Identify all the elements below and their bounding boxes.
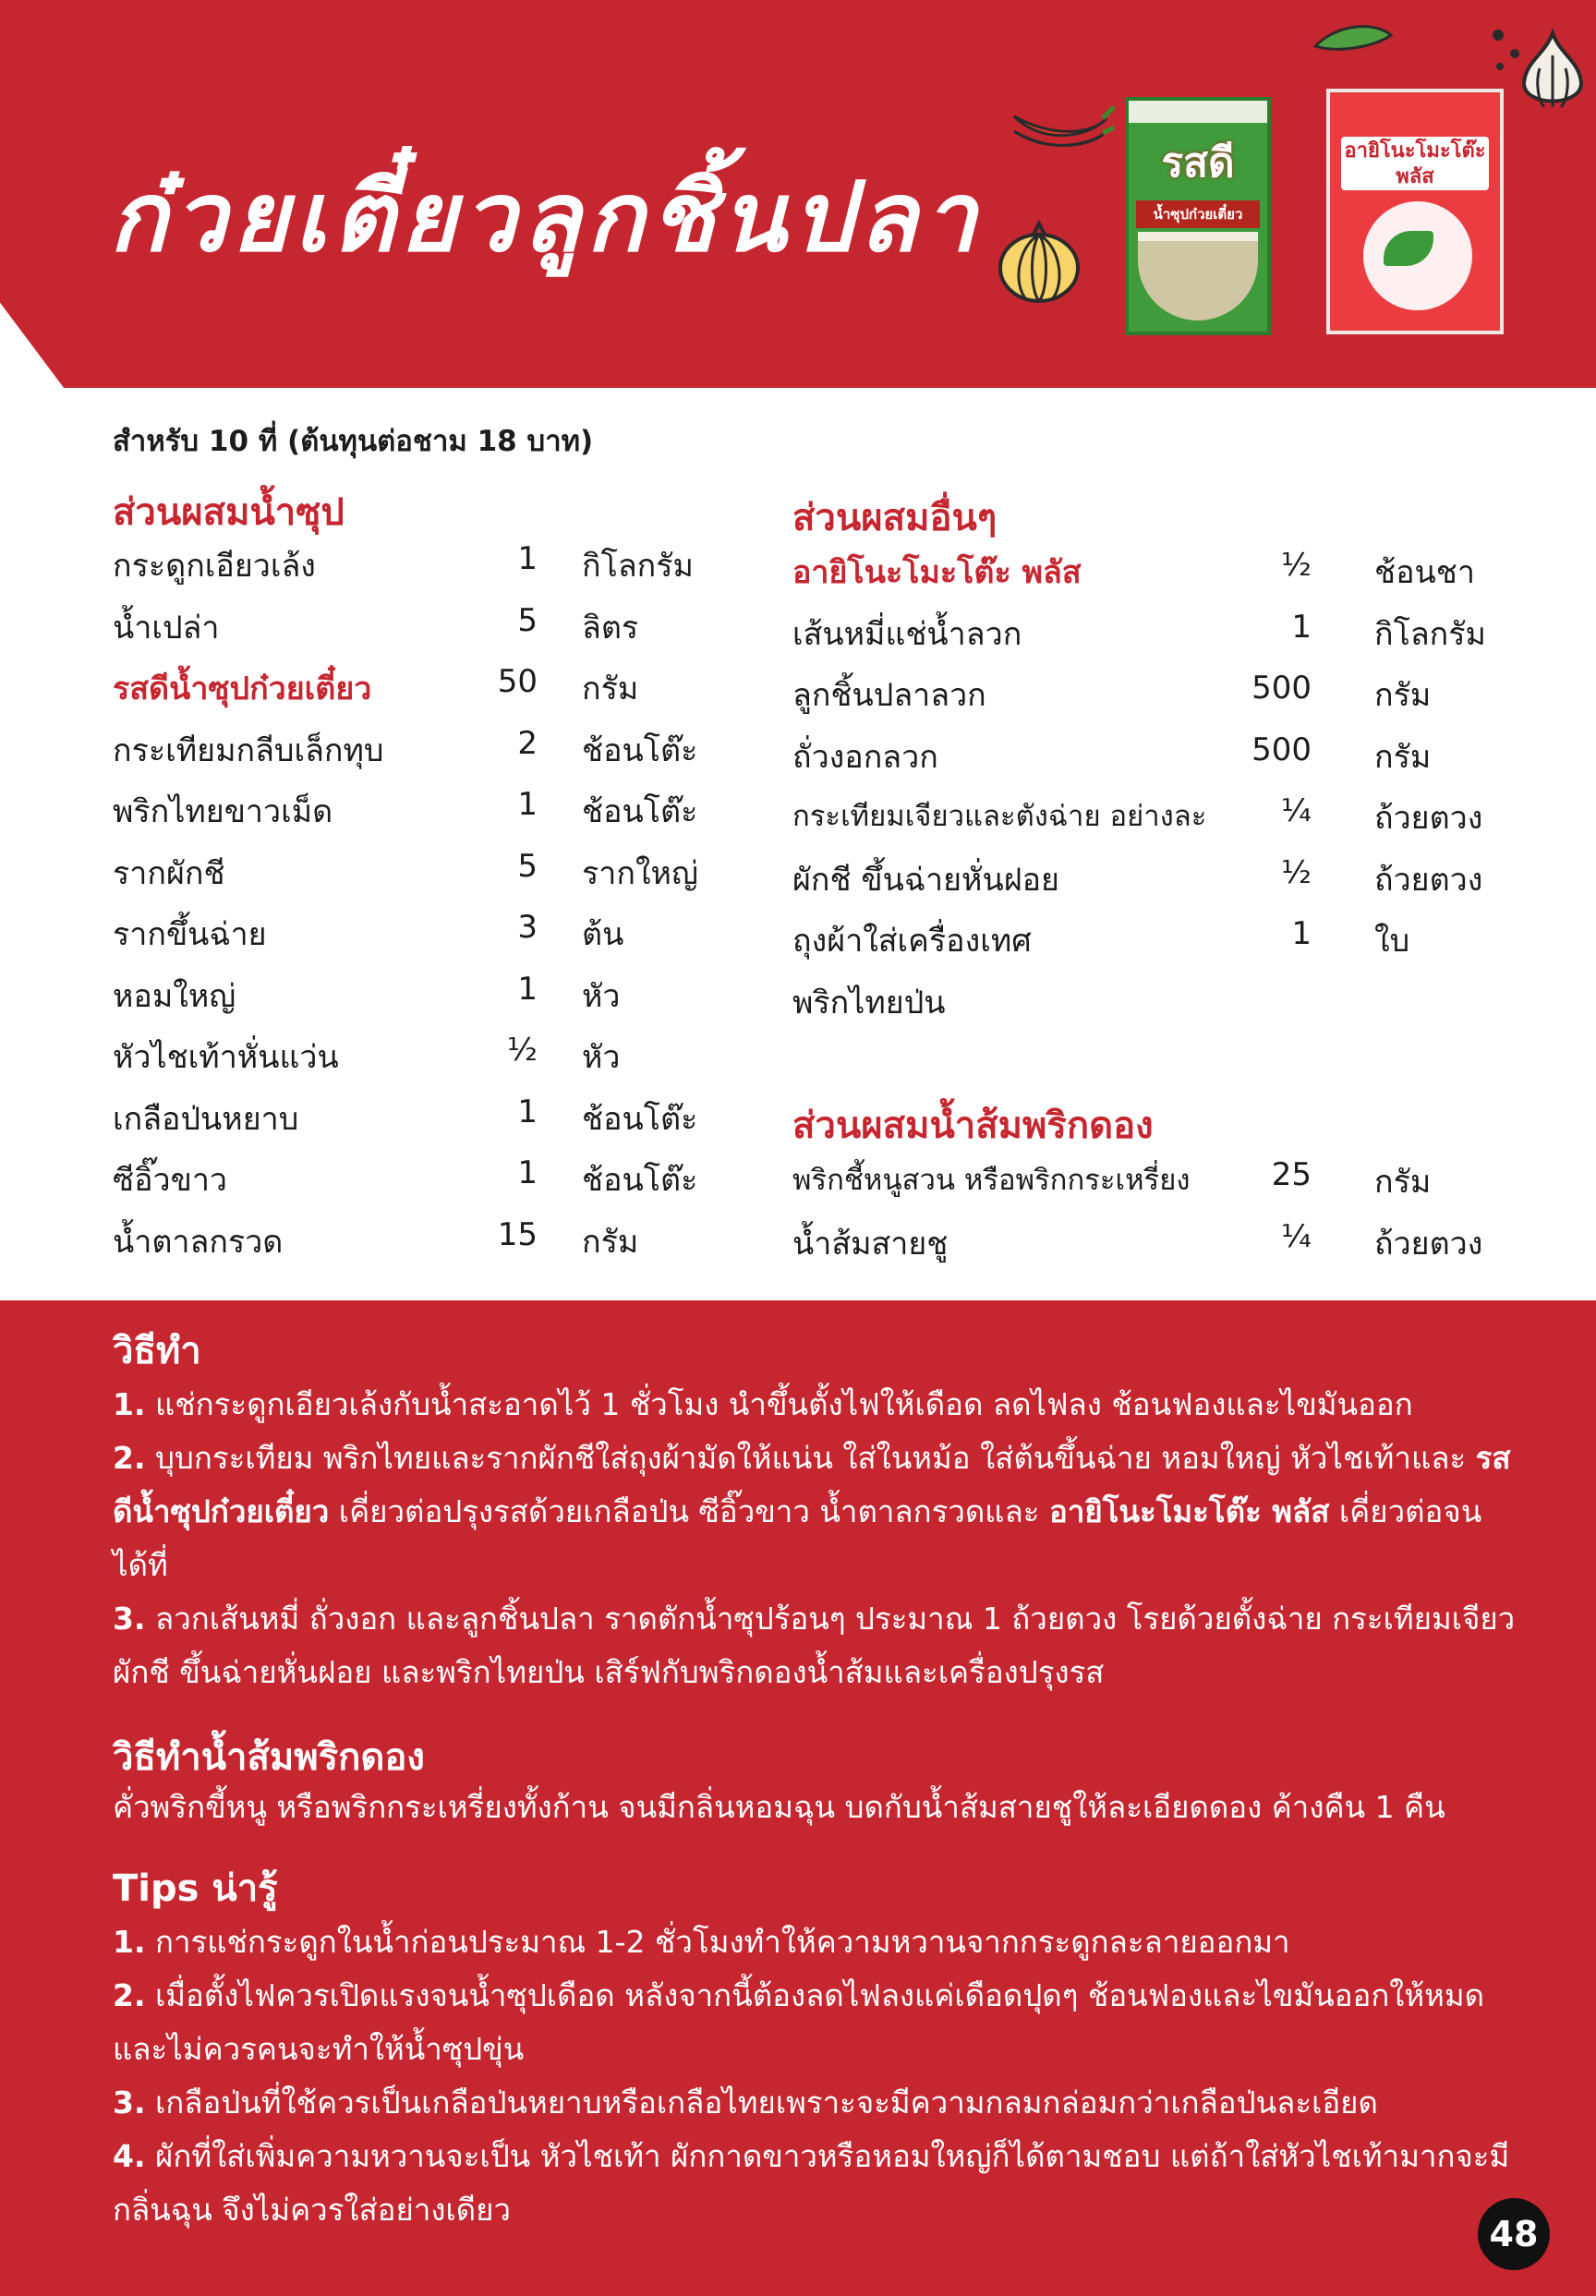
ingredient-qty: 50: [497, 663, 538, 700]
page-number: 48: [1478, 2198, 1550, 2270]
method-steps: [113, 1378, 1517, 1699]
tip-text: เกลือป่นที่ใช้ควรเป็นเกลือป่นหยาบหรือเกลือไทยเพราะจะมีความกลมกล่อมกว่าเกลือป่นละเอียด: [155, 2085, 1378, 2121]
pepper-grains-icon: [1487, 26, 1524, 74]
tip-item: [113, 1915, 1517, 1969]
serving-info: สำหรับ 10 ที่ (ต้นทุนต่อชาม 18 บาท): [113, 425, 594, 458]
ingredient-row: [113, 602, 722, 664]
method-step-1: [113, 1378, 1517, 1432]
step-number: 3.: [113, 1601, 146, 1637]
onion-icon: [993, 220, 1085, 305]
ingredient-unit: กรัม: [1374, 1164, 1432, 1201]
ingredient-qty: ½: [507, 1032, 538, 1069]
ingredient-unit: กิโลกรัม: [582, 548, 694, 585]
chili-vinegar-section-title: ส่วนผสมน้ำส้มพริกดอง: [792, 1105, 1154, 1147]
rosdee-product-package: [1125, 97, 1271, 335]
broth-section-title: ส่วนผสมน้ำซุป: [113, 491, 345, 534]
ingredient-name: ผักชี ขึ้นฉ่ายหั่นฝอย: [792, 861, 1059, 899]
ingredient-qty: 500: [1251, 731, 1312, 768]
ingredient-qty: 25: [1271, 1156, 1312, 1193]
ingredient-row: [113, 1032, 722, 1094]
method-step-2: [113, 1432, 1517, 1592]
ingredient-qty: 3: [517, 909, 538, 946]
ingredient-unit: หัว: [582, 977, 621, 1015]
ingredient-name: กระเทียมเจียวและตังฉ่าย อย่างละ: [792, 800, 1207, 833]
ingredient-qty: 1: [517, 970, 538, 1008]
ingredient-row: [792, 670, 1522, 731]
ingredient-row: [113, 1154, 722, 1216]
ingredient-unit: กรัม: [582, 671, 639, 707]
ingredient-row: [792, 977, 1522, 1039]
chili-vinegar-ingredient-list: [792, 1156, 1522, 1279]
soup-bowl-icon: [1138, 232, 1258, 320]
ingredient-unit: ช้อนโต๊ะ: [582, 793, 698, 830]
ingredient-unit: รากใหญ่: [582, 854, 698, 892]
step-highlight: อายิโนะโมะโต๊ะ พลัส: [1049, 1493, 1330, 1529]
ingredient-unit: ช้อนชา: [1374, 554, 1475, 591]
ingredient-row: [113, 1216, 722, 1278]
leaf-icon: [1312, 18, 1395, 55]
garlic-icon: [1517, 28, 1589, 116]
ingredient-unit: ถ้วยตวง: [1374, 800, 1483, 837]
ingredient-name: ถุงผ้าใส่เครื่องเทศ: [792, 923, 1032, 960]
ingredient-name: หอมใหญ่: [113, 977, 236, 1015]
ingredient-row: [792, 547, 1522, 609]
step-number: 2.: [113, 1440, 146, 1476]
ingredient-qty: 1: [1291, 608, 1312, 646]
ajinomoto-label: พลัส: [1396, 165, 1434, 188]
tips-list: [113, 1915, 1517, 2237]
ingredient-qty: 1: [1291, 915, 1312, 952]
ingredient-row: [792, 609, 1522, 671]
ingredient-unit: กรัม: [582, 1223, 639, 1261]
ajinomoto-product-package: [1326, 89, 1504, 334]
step-text: เคี่ยวต่อปรุงรสด้วยเกลือป่น ซีอิ๊วขาว น้ำตาลกรวดและ: [329, 1493, 1050, 1529]
step-number: 1.: [113, 1386, 146, 1422]
ingredient-name: ลูกชิ้นปลาลวก: [792, 677, 986, 714]
ingredient-unit: ถ้วยตวง: [1374, 861, 1483, 899]
ingredient-name: รากผักชี: [113, 854, 225, 892]
ingredient-row: [113, 1094, 722, 1155]
broth-ingredient-list: [113, 540, 722, 1277]
ingredient-name: กระเทียมกลีบเล็กทุบ: [113, 731, 384, 769]
ingredient-name: เกลือป่นหยาบ: [113, 1100, 299, 1138]
ingredient-unit: กิโลกรัม: [1374, 615, 1486, 653]
ingredient-unit: ลิตร: [582, 609, 639, 647]
tip-text: ผักที่ใส่เพิ่มความหวานจะเป็น หัวไชเท้า ผักกาดขาวหรือหอมใหญ่ก็ได้ตามชอบ แต่ถ้าใส่หัวไชเท้ามากจะมีกลิ่นฉุน จึงไม่ควรใส่อย่างเดียว: [113, 2138, 1510, 2228]
ingredient-row: [792, 731, 1522, 793]
ingredient-name: รากขึ้นฉ่าย: [113, 916, 267, 953]
ingredient-row: [113, 786, 722, 848]
step-text: ลวกเส้นหมี่ ถั่วงอก และลูกชิ้นปลา ราดตักน้ำซุปร้อนๆ ประมาณ 1 ถ้วยตวง โรยด้วยตั้งฉ่าย กระเทียมเจียว ผักชี ขึ้นฉ่ายหั่นฝอย และพริกไทยป่น เสิร์ฟกับพริกดองน้ำส้มและเครื่องปรุงรส: [113, 1601, 1516, 1690]
ingredient-unit: ช้อนโต๊ะ: [582, 731, 698, 769]
ingredient-qty: 500: [1251, 670, 1312, 707]
others-ingredient-list: [792, 547, 1522, 1038]
ajinomoto-brand: อายิโนะโมะโต๊ะ: [1344, 139, 1486, 163]
ingredient-name: พริกไทยขาวเม็ด: [113, 793, 333, 830]
ingredient-qty: 1: [517, 1093, 538, 1130]
ingredient-name: น้ำตาลกรวด: [113, 1223, 284, 1261]
ingredient-row: [792, 1218, 1522, 1280]
method-title: วิธีทำ: [113, 1330, 201, 1372]
ingredient-qty: ½: [1281, 853, 1312, 891]
step-text: แช่กระดูกเอียวเล้งกับน้ำสะอาดไว้ 1 ชั่วโมง นำขึ้นตั้งไฟให้เดือด ลดไฟลง ช้อนฟองและไขมันออก: [155, 1386, 1413, 1422]
tip-item: [113, 2076, 1517, 2130]
ingredient-qty: 5: [517, 601, 538, 639]
ingredient-row: [113, 725, 722, 787]
ingredient-row: [113, 663, 722, 725]
ingredient-qty: 15: [497, 1215, 538, 1253]
tip-item: [113, 2130, 1517, 2237]
ingredient-name: รสดีน้ำซุปก๋วยเตี๋ยว: [113, 671, 372, 707]
rosdee-brand: รสดี: [1161, 139, 1235, 187]
ingredient-row: [792, 854, 1522, 916]
ingredient-name: พริกชี้หนูสวน หรือพริกกระเหรี่ยง: [792, 1164, 1191, 1197]
ingredient-unit: ต้น: [582, 916, 624, 953]
tips-title: Tips น่ารู้: [113, 1867, 278, 1910]
ingredient-name: น้ำส้มสายชู: [792, 1225, 949, 1263]
ingredient-qty: ½: [1281, 547, 1312, 584]
rosdee-label: น้ำซุปก๋วยเตี๋ยว: [1136, 200, 1260, 228]
ingredient-name: เส้นหมี่แช่น้ำลวก: [792, 615, 1022, 653]
ingredient-qty: ¼: [1281, 1217, 1312, 1255]
ingredient-qty: 1: [517, 540, 538, 577]
ingredient-row: [113, 540, 722, 602]
ingredient-unit: ถ้วยตวง: [1374, 1225, 1483, 1263]
ingredient-qty: 5: [517, 847, 538, 885]
tip-item: [113, 1969, 1517, 2076]
tip-number: 2.: [113, 1977, 146, 2013]
ingredient-row: [113, 848, 722, 910]
ingredient-row: [113, 971, 722, 1033]
step-highlight: รสดีน้ำซุปก๋วยเตี๋ยว: [113, 1440, 1511, 1529]
ingredient-row: [792, 1156, 1522, 1218]
others-section-title: ส่วนผสมอื่นๆ: [792, 497, 998, 539]
tip-number: 1.: [113, 1924, 146, 1960]
ingredient-qty: 2: [517, 724, 538, 762]
ingredient-row: [792, 792, 1522, 854]
ingredient-name: หัวไชเท้าหั่นแว่น: [113, 1039, 339, 1076]
vinegar-method-text: คั่วพริกขี้หนู หรือพริกกระเหรี่ยงทั้งก้าน จนมีกลิ่นหอมฉุน บดกับน้ำส้มสายชูให้ละเอียดดอง ค้างคืน 1 คืน: [113, 1789, 1445, 1825]
tip-number: 3.: [113, 2085, 146, 2121]
ingredient-name: กระดูกเอียวเล้ง: [113, 548, 316, 585]
ingredient-unit: หัว: [582, 1039, 621, 1076]
page-title: ก๋วยเตี๋ยวลูกชิ้นปลา: [109, 160, 983, 273]
method-panel: [0, 1300, 1596, 2296]
ingredient-name: ซีอิ๊วขาว: [113, 1162, 228, 1199]
ingredient-qty: ¼: [1281, 792, 1312, 829]
tip-number: 4.: [113, 2138, 146, 2174]
vinegar-method-title: วิธีทำน้ำส้มพริกดอง: [113, 1736, 425, 1779]
ingredient-name: ถั่วงอกลวก: [792, 738, 938, 776]
tip-text: เมื่อตั้งไฟควรเปิดแรงจนน้ำซุปเดือด หลังจากนี้ต้องลดไฟลงแค่เดือดปุดๆ ช้อนฟองและไขมันออกให้หมดและไม่ควรคนจะทำให้น้ำซุปขุ่น: [113, 1977, 1485, 2067]
ingredient-unit: ช้อนโต๊ะ: [582, 1100, 698, 1138]
ingredient-qty: 1: [517, 1154, 538, 1191]
chili-icon: [1007, 100, 1116, 155]
method-step-3: [113, 1592, 1517, 1699]
tip-text: การแช่กระดูกในน้ำก่อนประมาณ 1-2 ชั่วโมงทำให้ความหวานจากกระดูกละลายออกมา: [155, 1924, 1290, 1960]
ingredient-row: [113, 909, 722, 971]
ingredient-name: น้ำเปล่า: [113, 609, 220, 647]
ingredient-name: พริกไทยป่น: [792, 984, 946, 1021]
ingredient-unit: กรัม: [1374, 738, 1432, 776]
ingredient-qty: 1: [517, 786, 538, 823]
ingredient-row: [792, 915, 1522, 977]
step-text: เคี่ยวต่อจนได้ที่: [113, 1493, 1482, 1583]
ingredient-unit: ช้อนโต๊ะ: [582, 1162, 698, 1199]
ingredient-unit: ใบ: [1374, 923, 1410, 960]
ingredient-name: อายิโนะโมะโต๊ะ พลัส: [792, 554, 1082, 591]
step-text: บุบกระเทียม พริกไทยและรากผักชีใส่ถุงผ้ามัดให้แน่น ใส่ในหม้อ ใส่ต้นขึ้นฉ่าย หอมใหญ่ หัวไชเท้าและ: [145, 1440, 1476, 1476]
ingredient-unit: กรัม: [1374, 677, 1432, 714]
